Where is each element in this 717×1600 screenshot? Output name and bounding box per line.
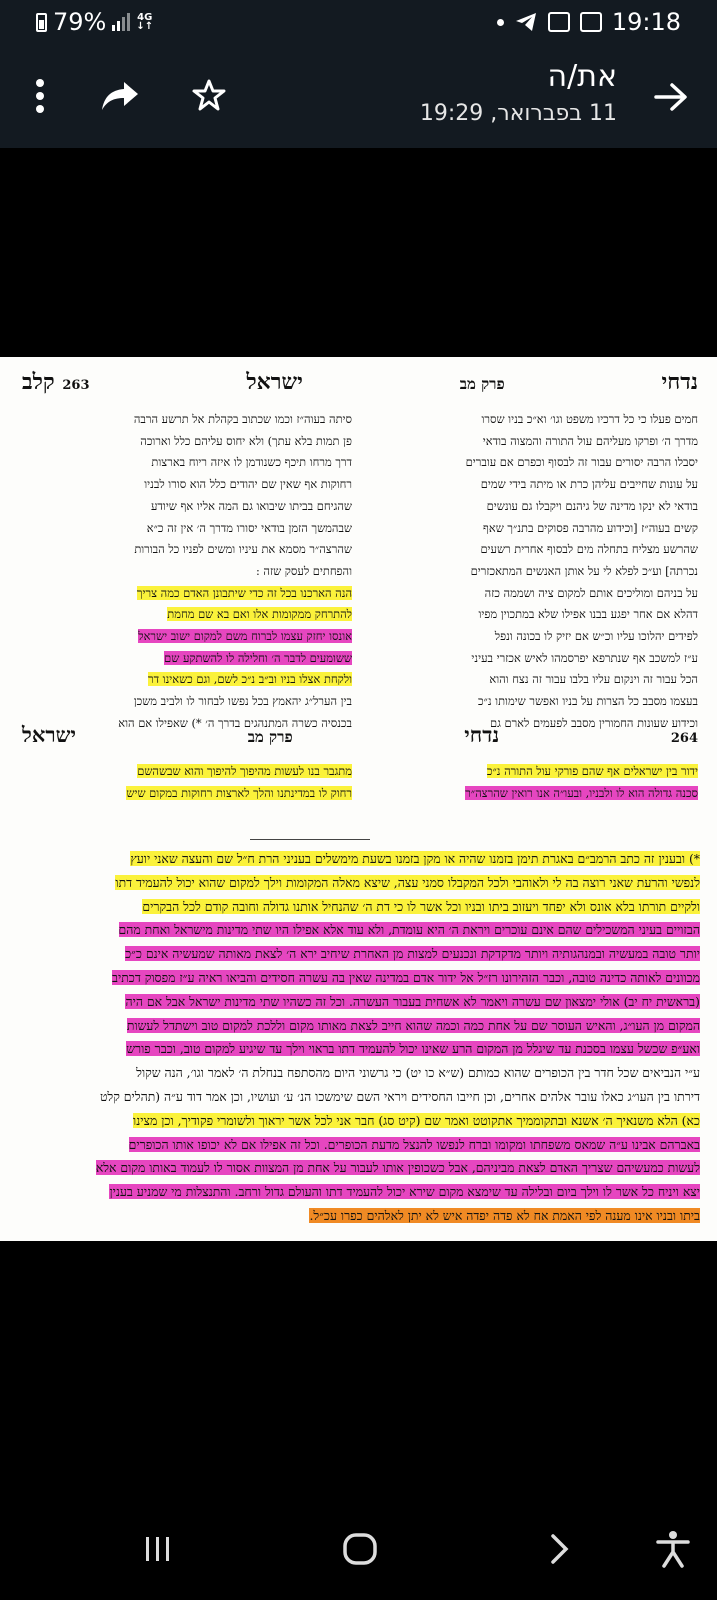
text-line bbox=[22, 452, 352, 474]
text-line-content: יצא ויניח כל אשר לו וילך ביום ובלילה עד שימצא מקום שירא יכול להעמיד דתו והעולם גדול ורחב. והתנצלות מי שמניע בענין bbox=[109, 1184, 700, 1200]
footnote-separator bbox=[250, 839, 370, 840]
page-264 bbox=[22, 722, 698, 804]
text-line-content: הבזויים בעיני המשכילים שהם אינם עוכרים ויראת ה׳ היא עומדת, ולא עוד אלא אפילו היו שתי מדינות מישראל ואחת מהם bbox=[118, 922, 700, 938]
text-line bbox=[18, 847, 702, 871]
text-line: רחוק לו במדינתנו והלך לארצות רחוקות במקום שיש bbox=[126, 786, 352, 800]
text-line bbox=[22, 626, 352, 648]
text-line bbox=[18, 895, 702, 919]
text-line-content: להתרחק ממקומות אלו ואם בא שם מחמת bbox=[167, 607, 352, 622]
text-line-content: קשים בעוה״ז [וכידוע מהרבה פסוקים בתנ״ך שאף bbox=[483, 520, 698, 535]
text-line bbox=[22, 539, 352, 561]
battery-icon bbox=[36, 13, 47, 32]
text-line bbox=[368, 539, 698, 561]
text-line bbox=[18, 1133, 702, 1157]
recent-apps-icon[interactable] bbox=[143, 1534, 173, 1564]
text-line-content: לפידים יהלוכו עליו וכ״ש אם יזיק לו בכונה ונפל bbox=[494, 629, 698, 644]
text-line bbox=[368, 691, 698, 713]
text-line bbox=[368, 626, 698, 648]
text-line bbox=[368, 474, 698, 496]
text-line-content: ששומעים לדבר ה׳ וחלילה לו להשתקע שם bbox=[164, 650, 352, 665]
column-left-264 bbox=[22, 760, 352, 804]
text-line bbox=[22, 669, 352, 691]
text-line-content: הנה הארכנו בכל זה כדי שיתבונן האדם כמה צריך bbox=[136, 585, 352, 600]
forward-arrow-icon[interactable] bbox=[652, 80, 690, 114]
navigation-bar bbox=[0, 1500, 717, 1600]
text-line bbox=[18, 918, 702, 942]
signal-icon bbox=[112, 13, 130, 31]
notification-dot-icon bbox=[497, 19, 504, 26]
text-line-content: ע״ז למשכב אף שנתרפא יפרסמהו לאיש אכזרי בעיני bbox=[471, 650, 698, 665]
text-line bbox=[18, 1061, 702, 1085]
text-line-content: שהרשע מצליח בתחלה מים לבסוף אחרית רשעים bbox=[480, 542, 698, 557]
text-line-content: חמים פעלו כי כל דרכיו משפט וגו׳ וא״כ בניו שסרו bbox=[481, 412, 698, 426]
text-line-content: פן תמות בלא עתך) ולא יחוס עליהם כלל וארוכה bbox=[140, 433, 352, 448]
text-line bbox=[18, 1156, 702, 1180]
text-line-content: דרך מרחו תיכף כשנודמן לו איזה ריוח בארצות bbox=[151, 455, 352, 470]
text-line-content: על עונות שחייבים עליהן כרת או מיתה בידי שמים bbox=[480, 477, 698, 492]
text-line: ידור בין ישראלים אף שהם פורקי עול התורה נ״כ bbox=[486, 764, 698, 778]
gallery-icon bbox=[580, 12, 602, 32]
text-line-content: בין הערל״ג יהאמץ בכל נפשו לבחור לו ולביב משכן bbox=[133, 694, 352, 709]
text-line bbox=[18, 966, 702, 990]
text-line-content: וכידוע שעונות החמורין מסבב לפעמים לארם גם bbox=[489, 715, 698, 730]
text-line-content: בודאי לא ינקו מדינה של גיהנם ויקבלו גם עונשים bbox=[486, 498, 698, 513]
text-line: סכנה גדולה הוא לו ולבניו, ובעו״ה אנו רואין שהרצה״ר bbox=[465, 786, 698, 800]
home-icon[interactable] bbox=[342, 1532, 378, 1566]
text-line-content: דירתו בין העו״ג כאלו עובר אלהים אחרים, וכן חייבו החסידים ויראי השם שימשכו הנ׳ ע׳ ועושיו, וכן אמר דוד ע״ה (תהלים קלט bbox=[99, 1088, 700, 1104]
column-left bbox=[22, 409, 352, 735]
back-icon[interactable] bbox=[548, 1533, 572, 1565]
accessibility-icon[interactable] bbox=[655, 1530, 691, 1568]
text-line bbox=[368, 561, 698, 583]
text-line bbox=[368, 496, 698, 518]
page-number: 263 קלב bbox=[22, 369, 90, 395]
text-line-content: כא) הלא משנאיך ה׳ אשנא ובתקוממיך אתקוטט ואמר שם (קיט סג) חבר אני לכל אשר יראוך ולשומרי פקודיך, וכן מצינו bbox=[133, 1112, 700, 1128]
text-line bbox=[22, 561, 352, 583]
text-line-content: *) ובענין זה כתב הרמב״ם באגרת תימן בזמנו שהיה או מקן בזמנו בשעת מימשלים בעניני הרת ח״ל שם והעצה שאני יועץ bbox=[130, 851, 700, 866]
text-line-content: שהרצה״ר מסמא את עיניו ומשים לפניו כל הבורות bbox=[134, 542, 352, 557]
text-line bbox=[22, 431, 352, 453]
app-header bbox=[0, 44, 717, 148]
text-line-content: ולקחת אצלו בניו וב״ב נ״כ לשם, וגם כשאינו דר bbox=[147, 672, 352, 687]
message-date: 11 בפברואר, 19:29 bbox=[419, 101, 617, 126]
runhead-right: נדחי bbox=[661, 369, 698, 395]
share-icon[interactable] bbox=[100, 80, 140, 112]
text-line bbox=[18, 1180, 702, 1204]
text-line: מתגבר בנו לעשות מהיפוך להיפוך והוא שבשהשם bbox=[137, 764, 352, 778]
text-line bbox=[368, 669, 698, 691]
column-right-264 bbox=[368, 760, 698, 804]
text-line-content: ולקיים תורתו בלא אונס ולא יפחד ויעזוב ביתו ובניו וכל אשר לו כי דת ה׳ שהנחיל אותנו גדולה וחובה קודם לכל הבקרים bbox=[142, 898, 700, 914]
text-line-content: ואע״פ שכשל עצמו בסכנת עד שיגלל מן המקום הרע שאינו יכול להעמיד דתו בראוי וילך עד שיגיע למקום טוב, וכבר פורש bbox=[126, 1041, 700, 1057]
network-type: 4G ↓↑ bbox=[136, 12, 154, 32]
text-line-content: אונסו יחזק עצמו לברוח משם למקום ישוב ישראל bbox=[138, 629, 352, 644]
runhead-center-264: פרק מב bbox=[247, 728, 293, 746]
text-line-content: הכל עבור זה וינקום עליו בלבו עבור זה נצח והוא bbox=[489, 672, 698, 687]
text-line-content: נכרתה] וע״כ לפלא לי על אותן האנשים המתאכזרים bbox=[470, 563, 698, 578]
text-line-content: לנפשי והרעת שאני רוצה בה לי ולאוהבי ולכל המקבלו סמני עצה, שיצא מאלה המקומות וילך למקום שהוא יכול להעמיד דתו bbox=[115, 874, 700, 890]
text-line bbox=[22, 691, 352, 713]
runhead-left-264: ישראל bbox=[22, 722, 77, 747]
running-head-264 bbox=[22, 722, 698, 748]
text-line bbox=[18, 1014, 702, 1038]
column-right bbox=[368, 409, 698, 735]
text-line bbox=[368, 604, 698, 626]
runhead-center: פרק מב bbox=[459, 375, 505, 393]
runhead-right-264: נדחי bbox=[464, 722, 500, 747]
text-line bbox=[368, 409, 698, 431]
text-line bbox=[18, 1204, 702, 1228]
text-line bbox=[18, 871, 702, 895]
more-options-icon[interactable] bbox=[34, 78, 46, 114]
text-line bbox=[22, 604, 352, 626]
text-line-content: מדרך ה׳ ופרקו מעליהם עול התורה והמצוה בודאי bbox=[482, 433, 698, 448]
text-line bbox=[22, 518, 352, 540]
text-line-content: בכנסיה כשרה המתנהגים בדרך ה׳ *) שאפילו אם הוא bbox=[118, 715, 352, 730]
text-line bbox=[368, 431, 698, 453]
text-line-content: בעצמו מסבב כל הצרות על בניו ואפשר שימותו נ״כ bbox=[477, 694, 698, 709]
page-number-264: 264 bbox=[670, 731, 698, 746]
text-line bbox=[18, 990, 702, 1014]
telegram-icon bbox=[514, 11, 538, 33]
text-line bbox=[18, 942, 702, 966]
text-line-content: רחוקות אף שאין שם יהודים כלל הוא סורו לבניו bbox=[144, 477, 352, 492]
footnote-block bbox=[18, 847, 702, 1228]
text-line-content: מכוונים לאותה כדינה טובה, וכבר הזהירונו רז״ל אל ידור אדם במדינה שאין בה עשרה חסידים והביאו ראיה ע״ז מפסוק דכתיב bbox=[112, 969, 700, 985]
calendar-icon bbox=[548, 12, 570, 32]
text-line-content: והפחתים לעסק שזה : bbox=[255, 563, 352, 578]
text-line bbox=[18, 1085, 702, 1109]
text-line-content: לעשות כמעשיהם שצריך האדם לצאת מביניהם, אבל כשכופין אותו לעבור על אחת מן המצוות אסור לו לעמוד באותו מקום אלא bbox=[95, 1160, 700, 1176]
text-line bbox=[22, 496, 352, 518]
text-line bbox=[22, 409, 352, 431]
text-line-content: יסבלו הרבה יסורים עבור זה לבסוף וכפרם אם עוברים bbox=[465, 455, 698, 470]
text-line-content: סיתה בעוה״ז וכמו שכתוב בקהלת אל תרשע הרבה bbox=[133, 412, 352, 426]
text-line-content: ביתו ובניו אינו מענה לפי האמת אח לא פדה יפדה איש לא יתן לאלהים כפרו עכ״ל. bbox=[309, 1207, 700, 1223]
text-line-content: שבהמשך הזמן בודאי יסורו מדרך ה׳ אין זה כ״א bbox=[146, 520, 352, 535]
text-line-content: על בניהם ומוליכים אותם למקום ציה ושממה כזה bbox=[484, 585, 698, 600]
text-line-content: המקום מן העו״ג, והאיש העוסר שם על אחת כמה וכמה שהוא חייב לצאת מאותו מקום וללכת למקום טוב וישתדל לעשות bbox=[126, 1017, 700, 1033]
running-head bbox=[22, 369, 698, 395]
sender-title: את/ה bbox=[547, 59, 617, 94]
text-line bbox=[18, 1109, 702, 1133]
text-line bbox=[22, 648, 352, 670]
text-line bbox=[22, 583, 352, 605]
text-line bbox=[368, 518, 698, 540]
text-line-content: יותר טובה במעשיה ובמנהגותיה ויותר מדקדקת ונכנעים למצות מן האחרת שיחיב ירא ה׳ לצאת מאותה שמעשיה אינם כ״כ bbox=[125, 946, 700, 962]
text-line-content: ע״י הנביאים שכל חדר בין הכופרים שהוא כמותם (ש״א כו יט) כי גרשוני היום מהסתפח בנחלת ה׳ לאמר וגו׳, הנה שקול bbox=[136, 1065, 700, 1081]
text-line-content: שהגיחם בביתו שיבואו גם המה אליו אף שיודע bbox=[150, 498, 352, 513]
text-line bbox=[22, 474, 352, 496]
text-line bbox=[368, 648, 698, 670]
battery-percent: 79% bbox=[53, 8, 107, 36]
star-icon[interactable] bbox=[192, 78, 226, 112]
text-line-content: (בראשית יח יב) אולי ימצאון שם עשרה ויאמר לא אשחית בעבור העשרה. וכל זה כשהיו שתי מדינות ישראל אבל אם היה bbox=[125, 993, 700, 1009]
runhead-left: ישראל bbox=[246, 369, 303, 395]
clock: 19:18 bbox=[611, 8, 681, 36]
text-line bbox=[368, 452, 698, 474]
page-263 bbox=[22, 369, 698, 735]
document-image[interactable] bbox=[0, 357, 717, 1241]
text-line bbox=[18, 1037, 702, 1061]
text-line-content: דהלא אם אחר יפגע בבנו אפילו שלא במתכוין מפיו bbox=[478, 607, 698, 622]
text-line bbox=[368, 583, 698, 605]
status-bar bbox=[0, 0, 717, 44]
text-line-content: באברהם אבינו ע״ה שמאס משפחתו ומקומו וברח לנפשו להנצל מדעת הכופרים. וכל זה אפילו אם לא יכופו אותו הכופרים bbox=[128, 1136, 700, 1152]
